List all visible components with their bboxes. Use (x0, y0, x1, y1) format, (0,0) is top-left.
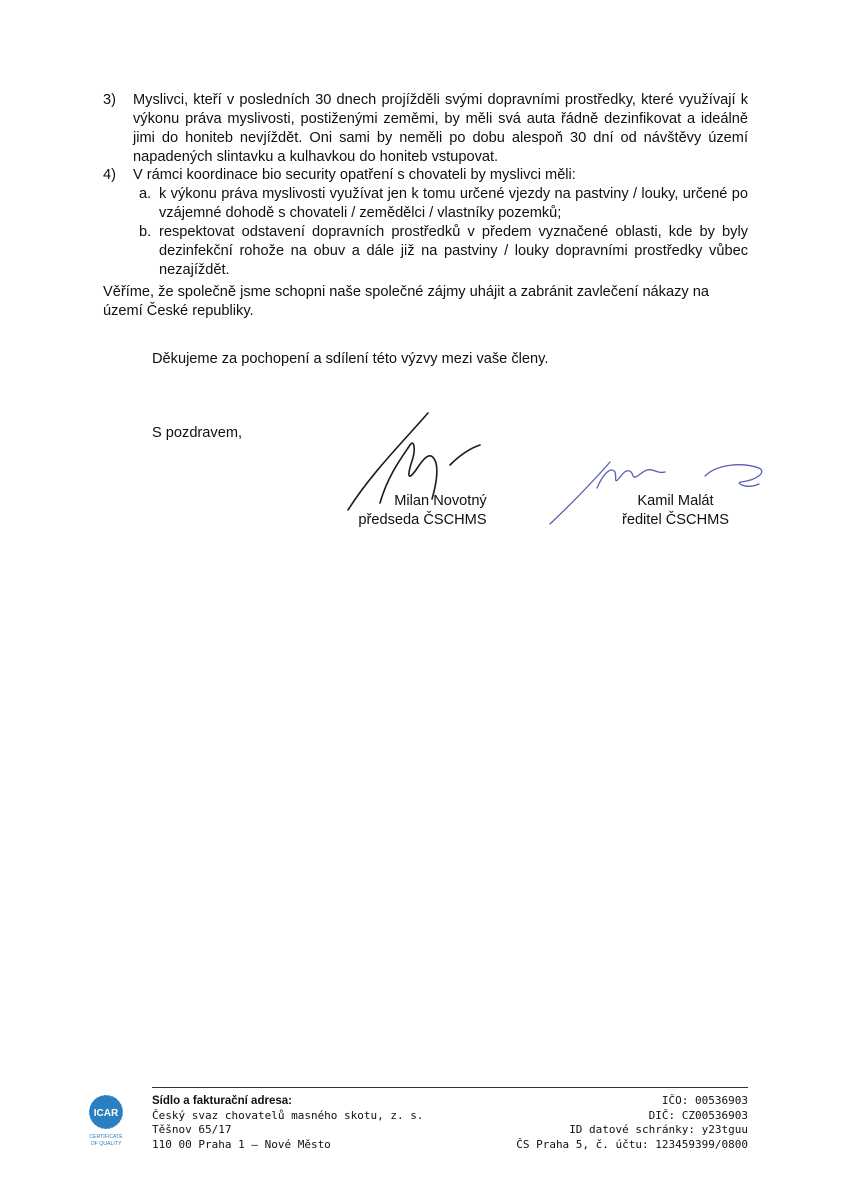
logo-text: ICAR (93, 1108, 119, 1119)
thanks-text: Děkujeme za pochopení a sdílení této výzvy mezi vaše členy. (152, 351, 549, 367)
footer-registry-line: ČS Praha 5, č. účtu: 123459399/0800 (516, 1137, 748, 1151)
list-item-text: V rámci koordinace bio security opatření s chovateli by myslivci měli: (133, 167, 576, 183)
logo-caption-2: OF QUALITY (90, 1141, 122, 1147)
signatory-2 (588, 492, 763, 530)
greeting-text: S pozdravem, (152, 425, 243, 441)
list-number: 3) (103, 92, 116, 108)
sub-item-letter: a. (139, 186, 152, 202)
footer-divider (152, 1087, 748, 1088)
footer-registry (428, 1094, 748, 1152)
footer-address-line: 110 00 Praha 1 – Nové Město (152, 1137, 331, 1151)
footer-address (152, 1094, 472, 1152)
icar-logo (84, 1092, 128, 1152)
footer-registry-line: ID datové schránky: y23tguu (569, 1123, 748, 1136)
footer-heading: Sídlo a fakturační adresa: (152, 1095, 292, 1107)
sub-item-text: k výkonu práva myslivosti využívat jen k tomu určené vjezdy na pastviny / louky, určené po vzájemné dohodě s chovateli / zemědělci / vlastníky pozemků; (159, 186, 748, 221)
signatory-name: Kamil Malát (637, 493, 714, 509)
footer-registry-line: IČO: 00536903 (661, 1094, 748, 1107)
sub-item-text: respektovat odstavení dopravních prostředků v předem vyznačené oblasti, kde by byly dezinfekční rohože na obuv a dále již na pastviny / louky dopravními prostředky vůbec nezajíždět. (159, 224, 748, 278)
signatory-1 (335, 492, 510, 530)
signatory-role: předseda ČSCHMS (358, 512, 487, 528)
sub-item-letter: b. (139, 224, 152, 240)
signatory-name: Milan Novotný (394, 493, 487, 509)
closing-paragraph: Věříme, že společně jsme schopni naše společné zájmy uhájit a zabránit zavlečení nákazy na území České republiky. (103, 284, 709, 319)
footer-address-line: Český svaz chovatelů masného skotu, z. s. (152, 1108, 424, 1122)
logo-caption-1: CERTIFICATE (89, 1134, 123, 1140)
list-item-text: Myslivci, kteří v posledních 30 dnech projížděli svými dopravními prostředky, které využívají k výkonu práva myslivosti, postiženými zeměmi, by měli svá auta řádně dezinfikovat a ideálně jimi do honiteb nevjíždět. Oni sami by neměli po dobu alespoň 30 dní od návštěvy území napadených slintavku a kulhavkou do honiteb vstupovat. (133, 92, 748, 165)
signatory-role: ředitel ČSCHMS (621, 512, 730, 528)
footer-address-line: Těšnov 65/17 (152, 1123, 232, 1136)
footer-registry-line: DIČ: CZ00536903 (648, 1108, 748, 1122)
list-number: 4) (103, 167, 116, 183)
